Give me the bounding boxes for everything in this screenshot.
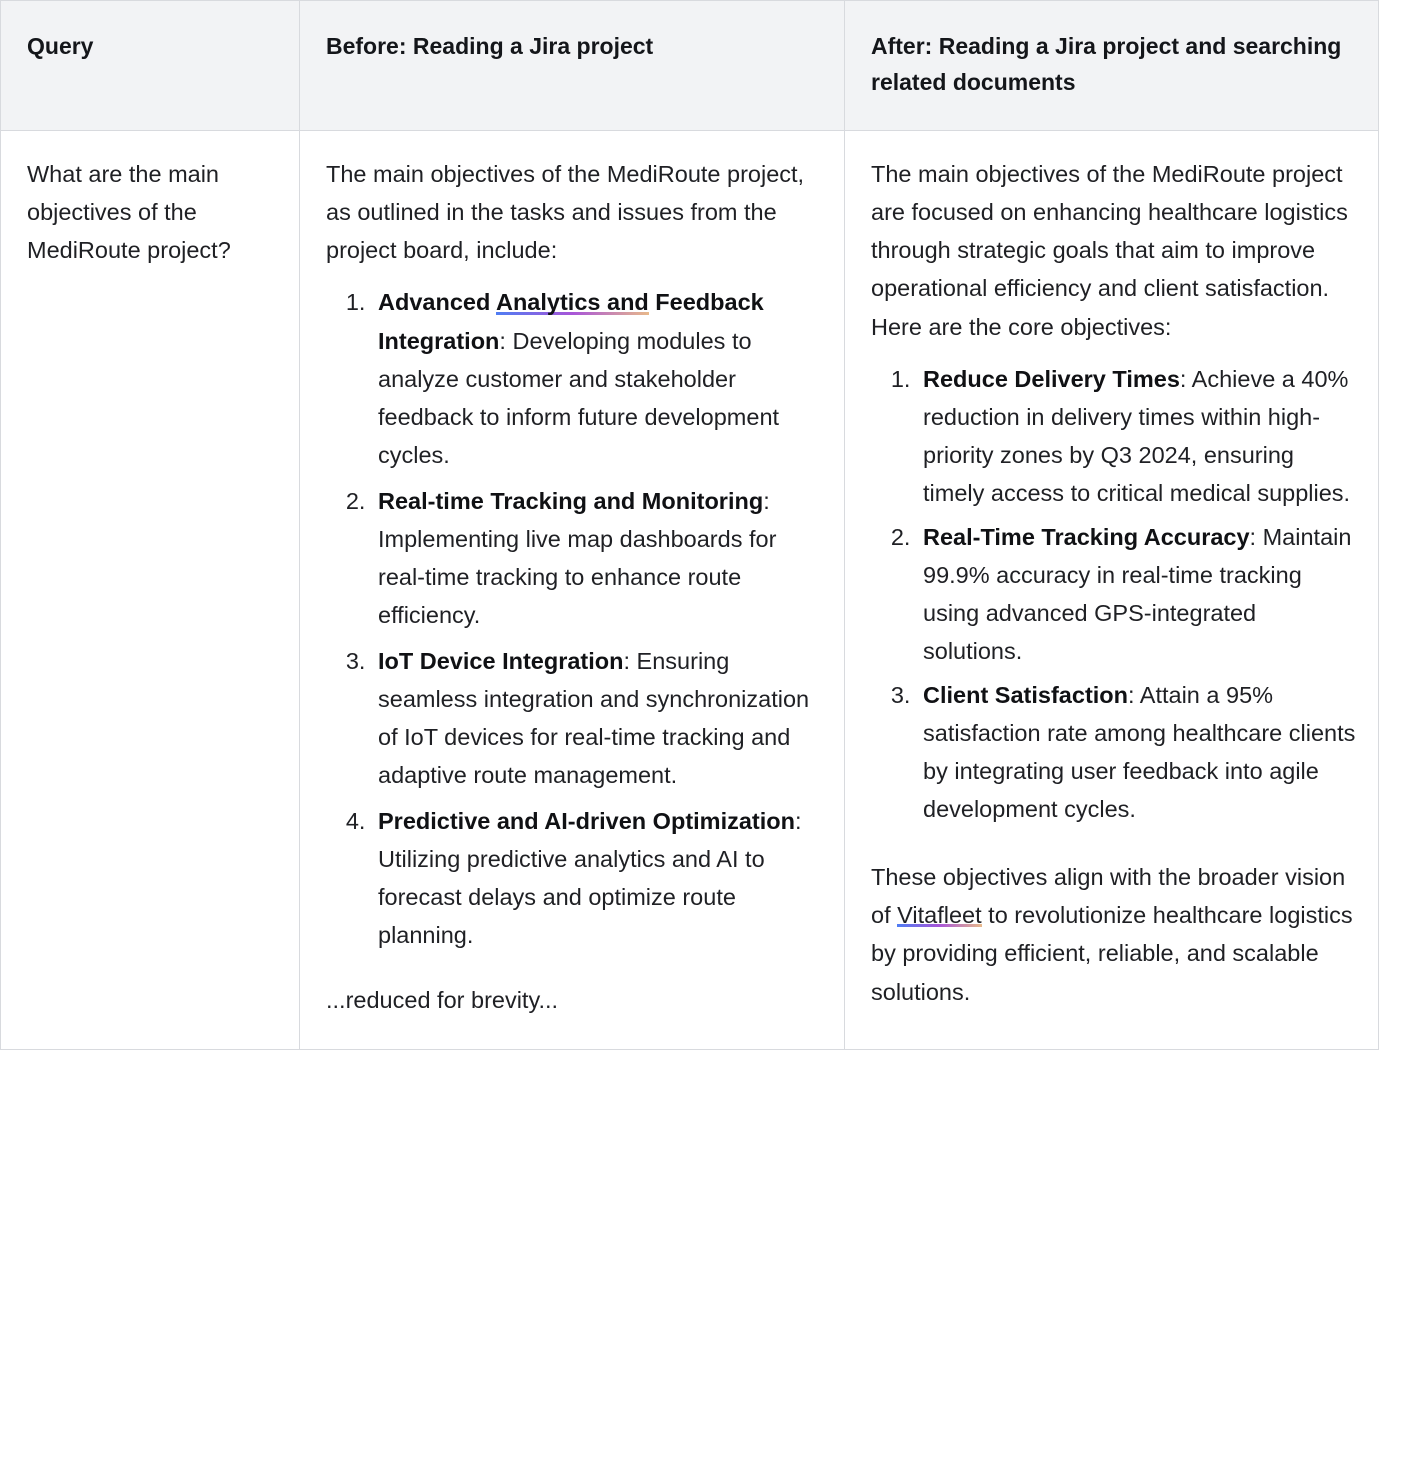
query-text: What are the main objectives of the MediRoute project? <box>27 161 231 264</box>
objective-body: : Maintain 99.9% accuracy in real-time tracking using advanced GPS-integrated solutions. <box>923 523 1352 665</box>
highlighted-phrase: Analytics and <box>495 289 649 316</box>
list-item <box>372 642 822 794</box>
objective-body: : Implementing live map dashboards for real-time tracking to enhance route efficiency. <box>378 487 777 628</box>
column-header-after: After: Reading a Jira project and searching related documents <box>845 1 1379 131</box>
objective-title: Reduce Delivery Times <box>923 365 1180 392</box>
after-intro: The main objectives of the MediRoute project are focused on enhancing healthcare logistics through strategic goals that aim to improve operational efficiency and client satisfaction. Here are the core objectives: <box>871 161 1348 340</box>
table-body <box>1 131 1379 1049</box>
list-item <box>917 360 1356 512</box>
table-header-row <box>1 1 1379 131</box>
objective-title: Client Satisfaction <box>923 682 1129 709</box>
before-intro: The main objectives of the MediRoute project, as outlined in the tasks and issues from the project board, include: <box>326 161 805 264</box>
table-header <box>1 1 1379 131</box>
cell-after <box>845 131 1379 1049</box>
column-header-before: Before: Reading a Jira project <box>300 1 845 131</box>
objective-body: : Ensuring seamless integration and synchronization of IoT devices for real-time tracking and adaptive route management. <box>378 648 810 789</box>
objective-body: : Attain a 95% satisfaction rate among healthcare clients by integrating user feedback into agile development cycles. <box>923 682 1356 823</box>
before-tail-note: ...reduced for brevity... <box>326 986 559 1013</box>
list-item <box>917 518 1356 670</box>
objective-body: : Developing modules to analyze customer and stakeholder feedback to inform future development cycles. <box>378 327 780 468</box>
objective-body: : Utilizing predictive analytics and AI to forecast delays and optimize route planning. <box>378 808 802 949</box>
cell-query <box>1 131 300 1049</box>
list-item <box>372 802 822 954</box>
column-header-query: Query <box>1 1 300 131</box>
after-closing-paragraph: These objectives align with the broader vision of Vitafleet to revolutionize healthcare logistics by providing efficient, reliable, and scalable solutions. <box>871 864 1353 1005</box>
after-objectives-list <box>871 360 1356 829</box>
objective-title: Advanced Analytics and Feedback Integration <box>378 289 764 354</box>
highlighted-phrase: Vitafleet <box>897 902 982 929</box>
list-item <box>372 283 822 473</box>
objective-body: : Achieve a 40% reduction in delivery times within high-priority zones by Q3 2024, ensuring timely access to critical medical supplies. <box>923 365 1351 506</box>
objective-title: Real-time Tracking and Monitoring <box>378 487 764 514</box>
table-row <box>1 131 1379 1049</box>
before-objectives-list <box>326 283 822 954</box>
cell-before <box>300 131 845 1049</box>
objective-title: IoT Device Integration <box>378 648 624 675</box>
objective-title: Predictive and AI-driven Optimization <box>378 808 795 835</box>
list-item <box>372 482 822 634</box>
list-item <box>917 676 1356 828</box>
objective-title: Real-Time Tracking Accuracy <box>923 523 1250 550</box>
